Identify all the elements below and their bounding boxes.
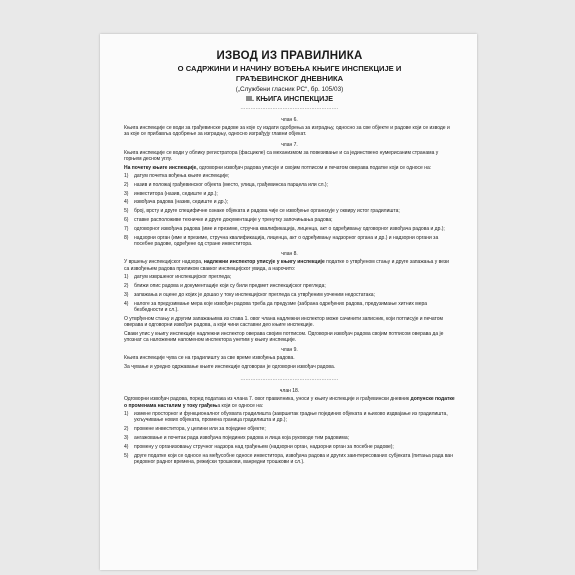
list-item: 3) запажања и оцене до којих је дошао у току инспекцијског прегледа са утврђеним уоченим недостатака; xyxy=(124,291,375,298)
article-9-heading: члан 9. xyxy=(281,347,298,354)
article-7-list xyxy=(124,173,455,247)
article-8-heading: члан 8. xyxy=(281,251,298,258)
list-item: 1) датум почетка вођења књиге инспекције; xyxy=(124,173,230,180)
article-8-paragraph-3: Сваки упис у књигу инспекције надлежни инспектор оверава својим потписом. Одговорни извођач радова својим потписом оверава да је упознат са наложеним напоменом инспектора унетим у књигу инспекције. xyxy=(124,330,444,344)
article-9-paragraph-1: Књига инспекције чува се на градилишту за све време извођења радова. xyxy=(124,355,295,362)
list-item: 4) извођача радова (назив, седиште и др.); xyxy=(124,199,229,206)
article-8-list xyxy=(124,274,455,313)
article-7-paragraph-2 xyxy=(124,165,455,171)
article-6-heading: члан 6. xyxy=(281,117,298,123)
list-item: 7) одговорног извођача радова (име и презиме, стручна квалификација, лиценца, акт о одређивању одговорног извођача радова и др.); xyxy=(124,225,445,232)
article-7-heading: члан 7. xyxy=(281,141,298,148)
list-item: 1) датум извршеног инспекцијског прегледа; xyxy=(124,274,232,281)
article-6-paragraph: Књига инспекције се води за грађевинске радове за које су издати одобрења за изградњу, односно за све објекте и радове који се изводе и за које се прибавља одобрење за изградњу, односно изграђују главни објекат. xyxy=(124,125,450,138)
dotted-separator: .......................................................... xyxy=(240,376,339,383)
article-18-bold-phrase: допунске податке о променама насталим у току грађењ xyxy=(124,396,455,409)
document-subtitle-line-2: ГРАЂЕВИНСКОГ ДНЕВНИКА xyxy=(235,74,344,83)
list-item: 3) ангажовање и почетак рада извођача појединих радова и лица која руководе тим радовима; xyxy=(124,435,350,442)
list-item: 4) промену у организовању стручног надзора над грађењем (надзорни орган, надзорни орган за посебне радове); xyxy=(124,443,394,450)
list-item: 1) измене просторног и функционалног обухвата градилишта (завршетак градње појединих објеката и њихово издвајање из градилишта, укључивање нових објеката, промена граница градилишта и др.); xyxy=(124,411,448,424)
list-item: 2) промене инвеститора, у целини или за поједине објекте; xyxy=(124,426,266,433)
list-item: 2) назив и положај грађевинског објекта (место, улица, грађевинска парцела или сл.); xyxy=(124,181,328,188)
article-9-paragraph-2: За чување и уредно одржавање књиге инспекције одговоран је одговорни извођач радова. xyxy=(124,363,336,370)
dotted-separator: .......................................................... xyxy=(240,105,339,111)
article-8-bold-phrase: надлежни инспектор уписује у књигу инспекције xyxy=(203,259,325,266)
article-18-heading: члан 18. xyxy=(279,388,300,395)
gazette-reference: („Службени гласник РС“, бр. 105/03) xyxy=(235,86,344,93)
list-item: 2) ближи опис радова и документације који су били предмет инспекцијског прегледа; xyxy=(124,283,326,290)
article-18-paragraph: Одговорни извођач радова, поред података из члана 7. овог правилника, уноси у књигу инспекције и грађевински дневник допунске податке о променама насталим у току грађења који се односе на: xyxy=(124,396,455,409)
document-body xyxy=(100,34,477,465)
article-7-paragraph-1: Књига инспекције се води у облику регистратора (фасцикле) са механизмом за повезивање и са јединствено нумерисаним странама у горњем десном углу. xyxy=(124,149,439,163)
article-8-paragraph-2: О утврђеном стању и другим запажањима из става 1. овог члана надлежни инспектор може сачинити записник, који потписује и печатом оверава и одговорни извођач радова, а који чини саставни део књиге инспекције. xyxy=(124,315,443,329)
article-18-list xyxy=(124,411,455,465)
list-item: 4) налоге за предузимање мера које извођач радова треба да предузме (забрана одређених радова, предузимање хитних мера безбедности и сл.). xyxy=(124,300,428,314)
section-heading: III. КЊИГА ИНСПЕКЦИЈЕ xyxy=(245,94,334,103)
article-8-paragraph-1: У вршењу инспекцијског надзора, надлежни инспектор уписује у књигу инспекције податке о утврђеном стању и друге запажања у вези са извођењем радова приликом свакког инспекцијског увида, а нарочито: xyxy=(124,259,449,272)
article-7-bold-phrase: На почетку књиге инспекције, xyxy=(124,164,198,171)
article-7-paragraph-2-text: одговорни извођач радова уписује и својим потписом и печатом оверава податке који се односе на: xyxy=(197,164,432,171)
list-item: 5) друге податке који се односе на међусобне односе инвеститора, извођача радова и других заинтересованих субјеката (питања рада ван редовног радног времена, режијски трошкови, ванредни трошкови и сл.). xyxy=(124,452,453,466)
list-item: 3) инвеститора (назив, седиште и др.); xyxy=(124,190,218,197)
document-page xyxy=(100,34,477,570)
document-subtitle-line-1: О САДРЖИНИ И НАЧИНУ ВОЂЕЊА КЊИГЕ ИНСПЕКЦИЈЕ И xyxy=(177,64,402,73)
list-item: 8) надзорни орган (име и презиме, стручна квалификација, лиценца, акт о одређивању надзорног органа и др.) и надзорни органи за посебне радове, одређене од стране инвеститора. xyxy=(124,234,439,248)
list-item: 6) ставке расположиве техничке и друге документације у тренутку започињања радова; xyxy=(124,217,333,224)
list-item: 5) број, врсту и друге специфичне ознаке објеката и радова чије се извођење организује у оквиру истог градилишта; xyxy=(124,208,400,215)
document-title: ИЗВОД ИЗ ПРАВИЛНИКА xyxy=(216,50,363,62)
